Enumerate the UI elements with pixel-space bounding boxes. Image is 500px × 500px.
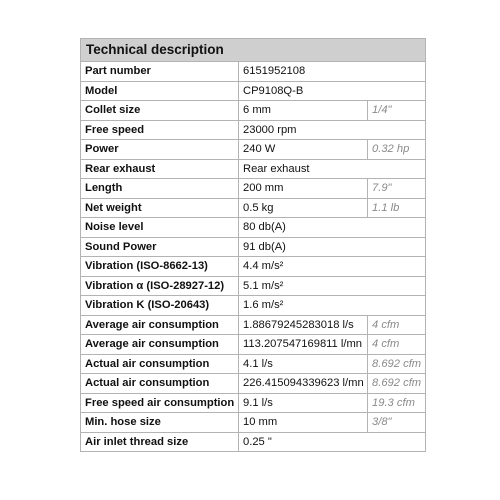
table-row <box>81 296 426 316</box>
spec-value: 23000 rpm <box>239 120 426 140</box>
table-row <box>81 413 426 433</box>
spec-imperial-value: 4 cfm <box>368 315 426 335</box>
spec-imperial-value: 19.3 cfm <box>368 393 426 413</box>
spec-label: Average air consumption <box>81 315 239 335</box>
spec-label: Rear exhaust <box>81 159 239 179</box>
spec-label: Power <box>81 140 239 160</box>
spec-value: 113.207547169811 l/mn <box>239 335 368 355</box>
table-row <box>81 81 426 101</box>
spec-value: 226.415094339623 l/mn <box>239 374 368 394</box>
spec-value: 240 W <box>239 140 368 160</box>
spec-value: 10 mm <box>239 413 368 433</box>
spec-label: Noise level <box>81 218 239 238</box>
spec-value: 0.5 kg <box>239 198 368 218</box>
spec-value: 1.6 m/s² <box>239 296 426 316</box>
spec-value: 6151952108 <box>239 62 426 82</box>
spec-label: Model <box>81 81 239 101</box>
spec-value: 0.25 " <box>239 432 426 452</box>
table-title: Technical description <box>81 39 426 62</box>
spec-imperial-value: 4 cfm <box>368 335 426 355</box>
spec-value: 4.1 l/s <box>239 354 368 374</box>
spec-label: Free speed <box>81 120 239 140</box>
spec-label: Air inlet thread size <box>81 432 239 452</box>
table-row <box>81 432 426 452</box>
spec-label: Free speed air consumption <box>81 393 239 413</box>
table-body <box>81 62 426 452</box>
spec-value: Rear exhaust <box>239 159 426 179</box>
table-row <box>81 62 426 82</box>
spec-label: Actual air consumption <box>81 374 239 394</box>
table-row <box>81 354 426 374</box>
spec-imperial-value: 8.692 cfm <box>368 354 426 374</box>
spec-label: Part number <box>81 62 239 82</box>
spec-label: Average air consumption <box>81 335 239 355</box>
spec-label: Vibration α (ISO-28927-12) <box>81 276 239 296</box>
spec-value: 5.1 m/s² <box>239 276 426 296</box>
table-row <box>81 140 426 160</box>
table-row <box>81 179 426 199</box>
technical-description-panel <box>80 38 425 452</box>
table-row <box>81 101 426 121</box>
spec-label: Actual air consumption <box>81 354 239 374</box>
table-row <box>81 335 426 355</box>
spec-label: Net weight <box>81 198 239 218</box>
spec-imperial-value: 8.692 cfm <box>368 374 426 394</box>
spec-imperial-value: 7.9" <box>368 179 426 199</box>
spec-value: 1.88679245283018 l/s <box>239 315 368 335</box>
spec-label: Sound Power <box>81 237 239 257</box>
spec-value: 80 db(A) <box>239 218 426 238</box>
spec-value: 200 mm <box>239 179 368 199</box>
table-row <box>81 120 426 140</box>
spec-value: 4.4 m/s² <box>239 257 426 277</box>
table-row <box>81 159 426 179</box>
spec-label: Length <box>81 179 239 199</box>
spec-imperial-value: 1.1 lb <box>368 198 426 218</box>
spec-imperial-value: 1/4" <box>368 101 426 121</box>
spec-label: Min. hose size <box>81 413 239 433</box>
spec-label: Vibration (ISO-8662-13) <box>81 257 239 277</box>
spec-label: Collet size <box>81 101 239 121</box>
table-row <box>81 237 426 257</box>
table-row <box>81 374 426 394</box>
spec-value: 91 db(A) <box>239 237 426 257</box>
spec-imperial-value: 3/8" <box>368 413 426 433</box>
table-row <box>81 393 426 413</box>
spec-value: 6 mm <box>239 101 368 121</box>
spec-value: 9.1 l/s <box>239 393 368 413</box>
table-row <box>81 198 426 218</box>
table-row <box>81 276 426 296</box>
table-row <box>81 218 426 238</box>
table-header-row <box>81 39 426 62</box>
spec-value: CP9108Q-B <box>239 81 426 101</box>
technical-description-table <box>80 38 426 452</box>
spec-imperial-value: 0.32 hp <box>368 140 426 160</box>
table-row <box>81 315 426 335</box>
spec-label: Vibration K (ISO-20643) <box>81 296 239 316</box>
table-row <box>81 257 426 277</box>
